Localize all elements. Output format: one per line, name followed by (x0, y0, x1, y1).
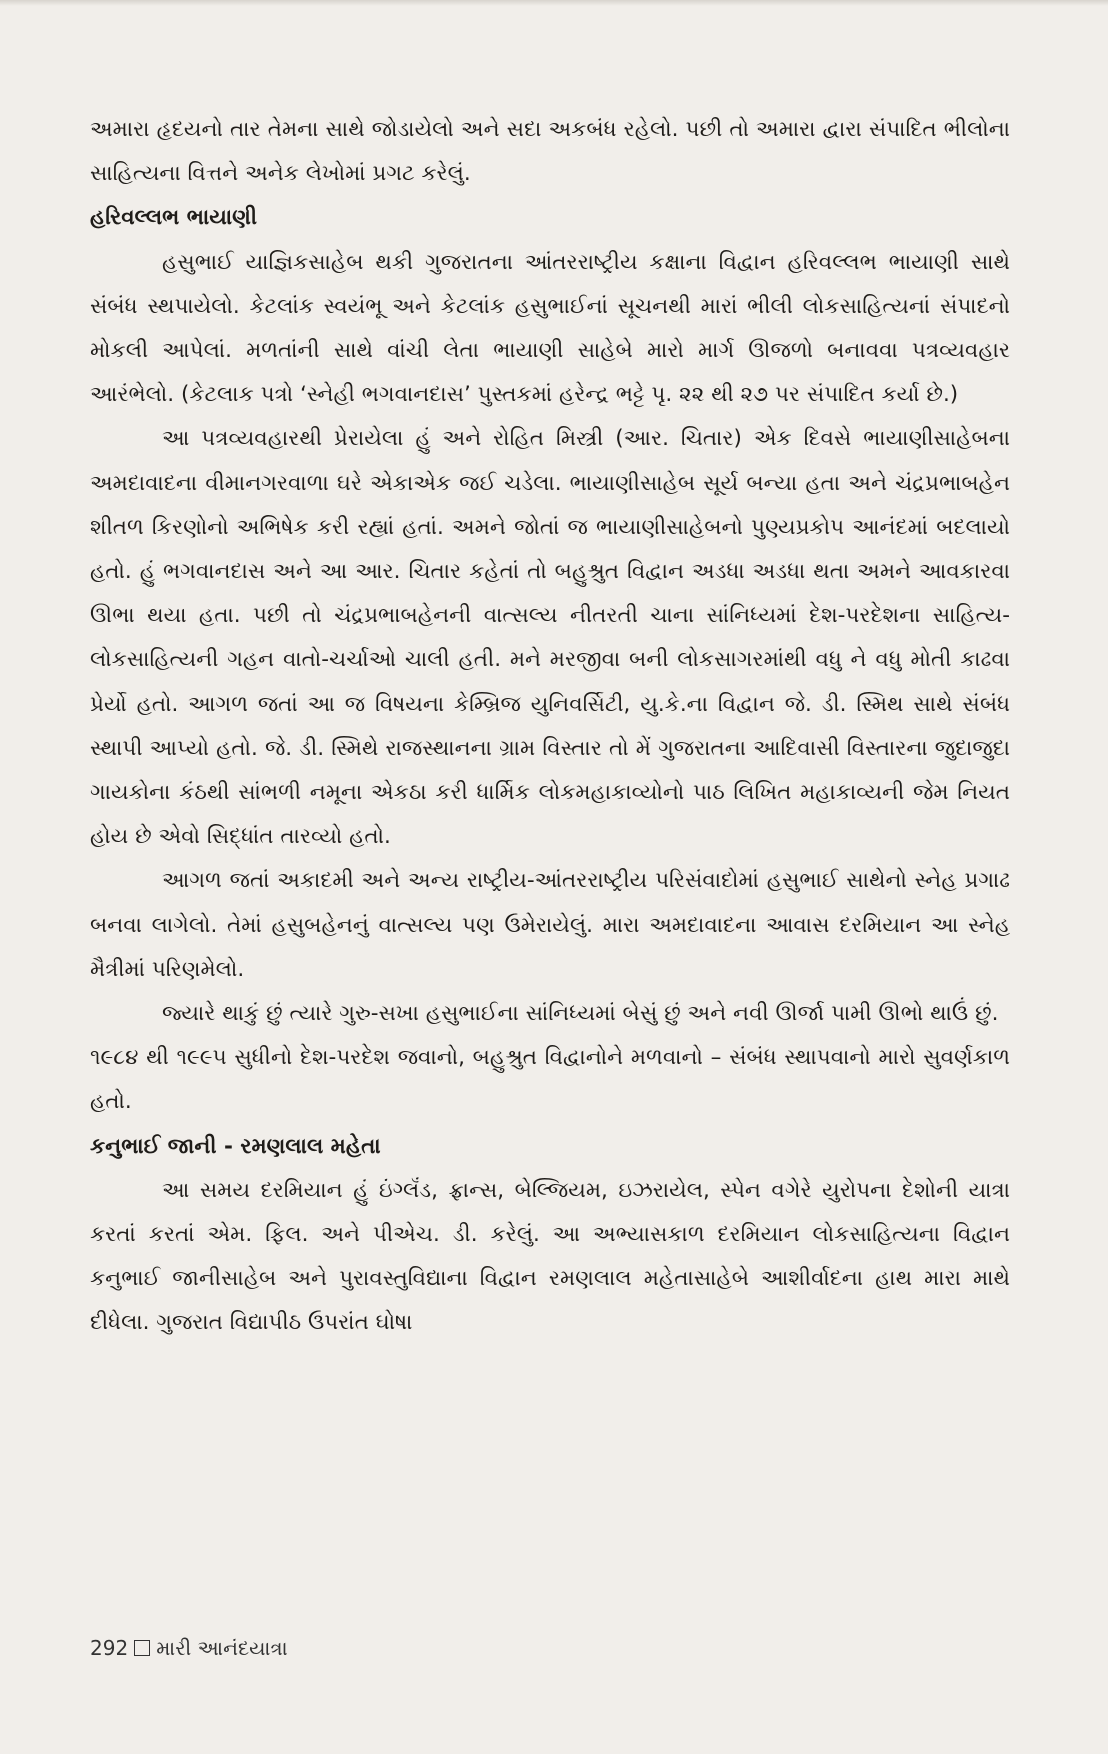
paragraph: હસુભાઈ યાજ્ઞિકસાહેબ થકી ગુજરાતના આંતરરાષ્ટ્રીય કક્ષાના વિદ્વાન હરિવલ્લભ ભાયાણી સાથે સંબંધ સ્થપાયેલો. કેટલાંક સ્વયંભૂ અને કેટલાંક હસુભાઈનાં સૂચનથી મારાં ભીલી લોકસાહિત્યનાં સંપાદનો મોકલી આપેલાં. મળતાંની સાથે વાંચી લેતા ભાયાણી સાહેબે મારો માર્ગ ઊજળો બનાવવા પત્રવ્યવહાર આરંભેલો. (કેટલાક પત્રો ‘સ્નેહી ભગવાનદાસ’ પુસ્તકમાં હરેન્દ્ર ભટ્ટે પૃ. ૨૨ થી ૨૭ પર સંપાદિત કર્યા છે.) (90, 249, 1010, 408)
paragraph: અમારા હૃદયનો તાર તેમના સાથે જોડાયેલો અને સદા અકબંધ રહેલો. પછી તો અમારા દ્વારા સંપાદિત ભીલોના સાહિત્યના વિત્તને અનેક લેખોમાં પ્રગટ કરેલું. (90, 117, 1010, 187)
paragraph: જ્યારે થાકું છું ત્યારે ગુરુ-સખા હસુભાઈના સાંનિધ્યમાં બેસું છું અને નવી ઊર્જા પામી ઊભો થાઉં છું. (162, 1001, 999, 1027)
paragraph: આગળ જતાં અકાદમી અને અન્ય રાષ્ટ્રીય-આંતરરાષ્ટ્રીય પરિસંવાદોમાં હસુભાઈ સાથેનો સ્નેહ પ્રગાઢ બનવા લાગેલો. તેમાં હસુબહેનનું વાત્સલ્ય પણ ઉમેરાયેલું. મારા અમદાવાદના આવાસ દરમિયાન આ સ્નેહ મૈત્રીમાં પરિણમેલો. (90, 868, 1010, 982)
page-footer (90, 1636, 288, 1660)
page-body (90, 108, 1010, 1346)
paragraph: ૧૯૮૪ થી ૧૯૯૫ સુધીનો દેશ-પરદેશ જવાનો, બહુશ્રુત વિદ્વાનોને મળવાનો – સંબંધ સ્થાપવાનો મારો સુવર્ણકાળ હતો. (90, 1045, 1010, 1115)
page-number: 292 (90, 1636, 129, 1660)
paragraph: આ પત્રવ્યવહારથી પ્રેરાયેલા હું અને રોહિત મિસ્ત્રી (આર. ચિતાર) એક દિવસે ભાયાણીસાહેબના અમદાવાદના વીમાનગરવાળા ઘરે એકાએક જઈ ચડેલા. ભાયાણીસાહેબ સૂર્ય બન્યા હતા અને ચંદ્રપ્રભાબહેન શીતળ કિરણોનો અભિષેક કરી રહ્યાં હતાં. અમને જોતાં જ ભાયાણીસાહેબનો પુણ્યપ્રકોપ આનંદમાં બદલાયો હતો. હું ભગવાનદાસ અને આ આર. ચિતાર કહેતાં તો બહુશ્રુત વિદ્વાન અડધા અડધા થતા અમને આવકારવા ઊભા થયા હતા. પછી તો ચંદ્રપ્રભાબહેનની વાત્સલ્ય નીતરતી ચાના સાંનિધ્યમાં દેશ-પરદેશના સાહિત્ય-લોકસાહિત્યની ગહન વાતો-ચર્ચાઓ ચાલી હતી. મને મરજીવા બની લોકસાગરમાંથી વધુ ને વધુ મોતી કાઢવા પ્રેર્યો હતો. આગળ જતાં આ જ વિષયના કેમ્બ્રિજ યુનિવર્સિટી, યુ.કે.ના વિદ્વાન જે. ડી. સ્મિથ સાથે સંબંધ સ્થાપી આપ્યો હતો. જે. ડી. સ્મિથે રાજસ્થાનના ગ્રામ વિસ્તાર તો મેં ગુજરાતના આદિવાસી વિસ્તારના જુદાજુદા ગાયકોના કંઠથી સાંભળી નમૂના એકઠા કરી ધાર્મિક લોકમહાકાવ્યોનો પાઠ લિખિત મહાકાવ્યની જેમ નિયત હોય છે એવો સિદ્ધાંત તારવ્યો હતો. (90, 426, 1010, 850)
page-top-edge (0, 0, 1108, 6)
section-heading: હરિવલ્લભ ભાયાણી (90, 205, 258, 231)
book-title: મારી આનંદયાત્રા (156, 1636, 288, 1660)
section-heading: કનુભાઈ જાની - રમણલાલ મહેતા (90, 1133, 381, 1159)
square-separator-icon (134, 1640, 150, 1656)
paragraph: આ સમય દરમિયાન હું ઇંગ્લૅંડ, ફ્રાન્સ, બેલ્જિયમ, ઇઝરાયેલ, સ્પેન વગેરે યુરોપના દેશોની યાત્રા કરતાં કરતાં એમ. ફિલ. અને પીએચ. ડી. કરેલું. આ અભ્યાસકાળ દરમિયાન લોકસાહિત્યના વિદ્વાન કનુભાઈ જાનીસાહેબ અને પુરાવસ્તુવિદ્યાના વિદ્વાન રમણલાલ મહેતાસાહેબે આશીર્વાદના હાથ મારા માથે દીધેલા. ગુજરાત વિદ્યાપીઠ ઉપરાંત ઘોષા (90, 1177, 1010, 1336)
